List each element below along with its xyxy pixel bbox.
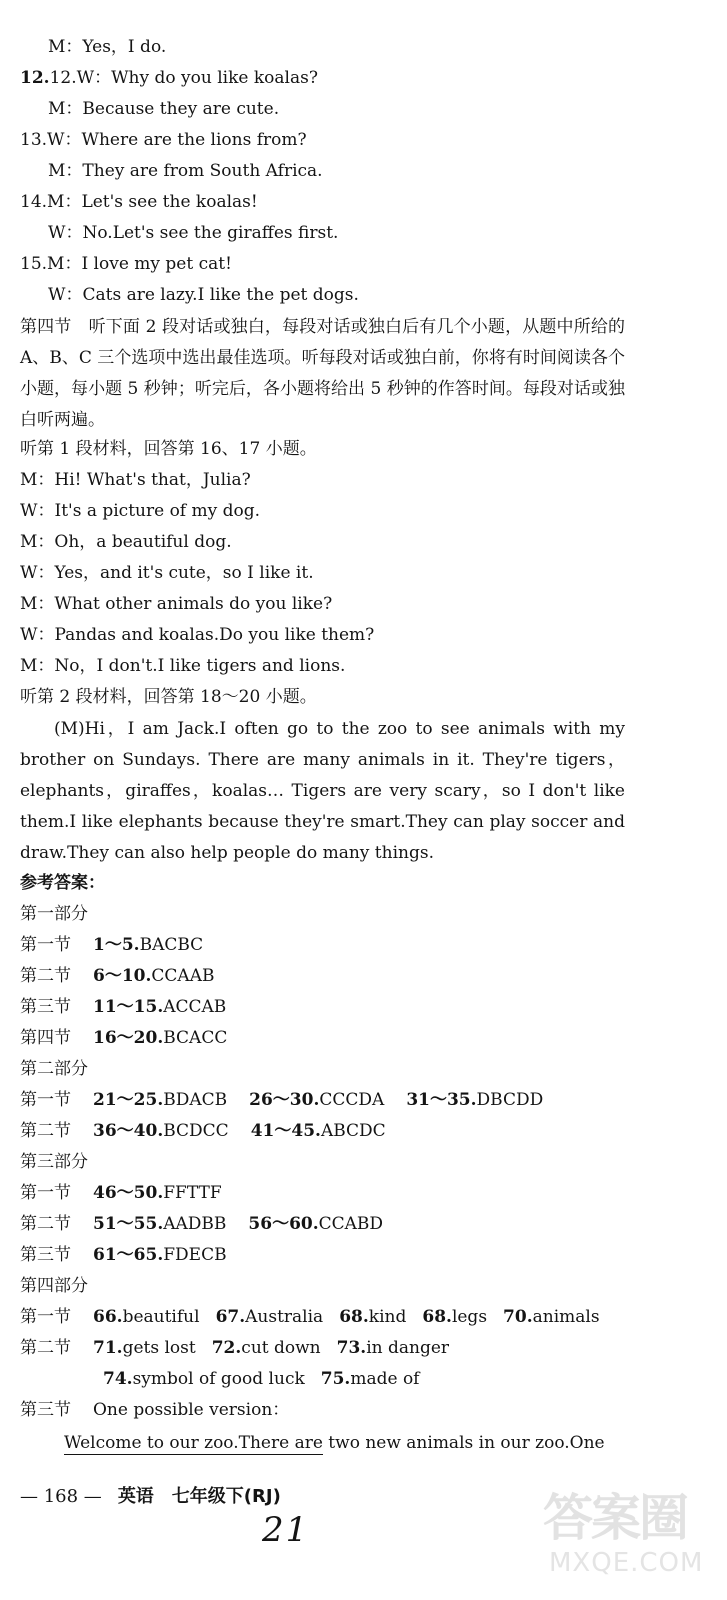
book-title: 英语 七年级下(RJ) [117, 1486, 281, 1507]
material1-heading: 听第 1 段材料，回答第 16、17 小题。 [20, 439, 317, 459]
answer-row: 第二节 51～55.AADBB 56～60.CCABD [20, 1214, 384, 1234]
answer-row: 第三节 11～15.ACCAB [20, 997, 227, 1017]
material1-line: M：What other animals do you like? [20, 594, 333, 614]
dialogue-line: W：Cats are lazy.I like the pet dogs. [48, 285, 359, 305]
page-footer [20, 1485, 281, 1509]
answers-heading: 参考答案： [20, 873, 105, 893]
part-title: 第一部分 [20, 904, 88, 924]
material1-line: W：It's a picture of my dog. [20, 501, 261, 521]
answer-row: 第一节 21～25.BDACB 26～30.CCCDA 31～35.DBCDD [20, 1090, 544, 1110]
material1-line: M：No，I don't.I like tigers and lions. [20, 656, 346, 676]
watermark-logo: 答案圈 [543, 1489, 687, 1547]
dialogue-line: M：They are from South Africa. [48, 161, 323, 181]
material2-heading: 听第 2 段材料，回答第 18～20 小题。 [20, 687, 317, 707]
essay-underlined: Welcome to our zoo.There are [64, 1433, 323, 1453]
answer-row: 第四节 16～20.BCACC [20, 1028, 228, 1048]
dialogue-line: M：Because they are cute. [48, 99, 280, 119]
handwritten-number: 21 [262, 1510, 310, 1550]
part-title: 第二部分 [20, 1059, 88, 1079]
part-title: 第三部分 [20, 1152, 88, 1172]
answer-row: 第一节 66.beautiful 67.Australia 68.kind 68.legs 70.animals [20, 1307, 600, 1327]
dialogue-line: W：No.Let's see the giraffes first. [48, 223, 339, 243]
material1-line: W：Pandas and koalas.Do you like them? [20, 625, 375, 645]
dialogue-line: 13.W：Where are the lions from? [20, 130, 307, 150]
essay-line: Welcome to our zoo.There are two new animals in our zoo.One [64, 1433, 605, 1453]
page-number: — 168 — [20, 1486, 102, 1507]
dialogue-line: 14.M：Let's see the koalas! [20, 192, 258, 212]
answer-row: 第三节 61～65.FDECB [20, 1245, 227, 1265]
answer-row: 第一节 1～5.BACBC [20, 935, 204, 955]
material1-line: M：Hi! What's that，Julia? [20, 470, 251, 490]
material1-line: W：Yes，and it's cute，so I like it. [20, 563, 314, 583]
answer-row: 第二节 36～40.BCDCC 41～45.ABCDC [20, 1121, 386, 1141]
dialogue-line: M：Yes，I do. [48, 37, 167, 57]
dialogue-line: 12.12.W：Why do you like koalas? [20, 68, 318, 88]
part-title: 第四部分 [20, 1276, 88, 1296]
answer-row: 第二节 71.gets lost 72.cut down 73.in danger [20, 1338, 450, 1358]
watermark-url: MXQE.COM [549, 1548, 704, 1578]
answer-row: 第三节 One possible version： [20, 1400, 290, 1420]
material2-passage: (M)Hi，I am Jack.I often go to the zoo to see animals with my brother on Sundays. There are many animals in it. They're tigers，elephants，giraffes，koalas… Tigers are very scary，so I don't like them.I like elephants because they're smart.They can play soccer and draw.They can also help people do many things. [20, 719, 625, 863]
material1-line: M：Oh，a beautiful dog. [20, 532, 232, 552]
dialogue-line: 15.M：I love my pet cat! [20, 254, 232, 274]
section4-instructions: 第四节 听下面 2 段对话或独白，每段对话或独白后有几个小题，从题中所给的 A、B、C 三个选项中选出最佳选项。听每段对话或独白前，你将有时间阅读各个小题，每小题 5 秒钟；听完后，各小题将给出 5 秒钟的作答时间。每段对话或独白听两遍。 [20, 317, 625, 430]
watermark [543, 1478, 713, 1588]
answer-row: 74.symbol of good luck 75.made of [103, 1369, 420, 1389]
answer-row: 第二节 6～10.CCAAB [20, 966, 215, 986]
answer-row: 第一节 46～50.FFTTF [20, 1183, 222, 1203]
